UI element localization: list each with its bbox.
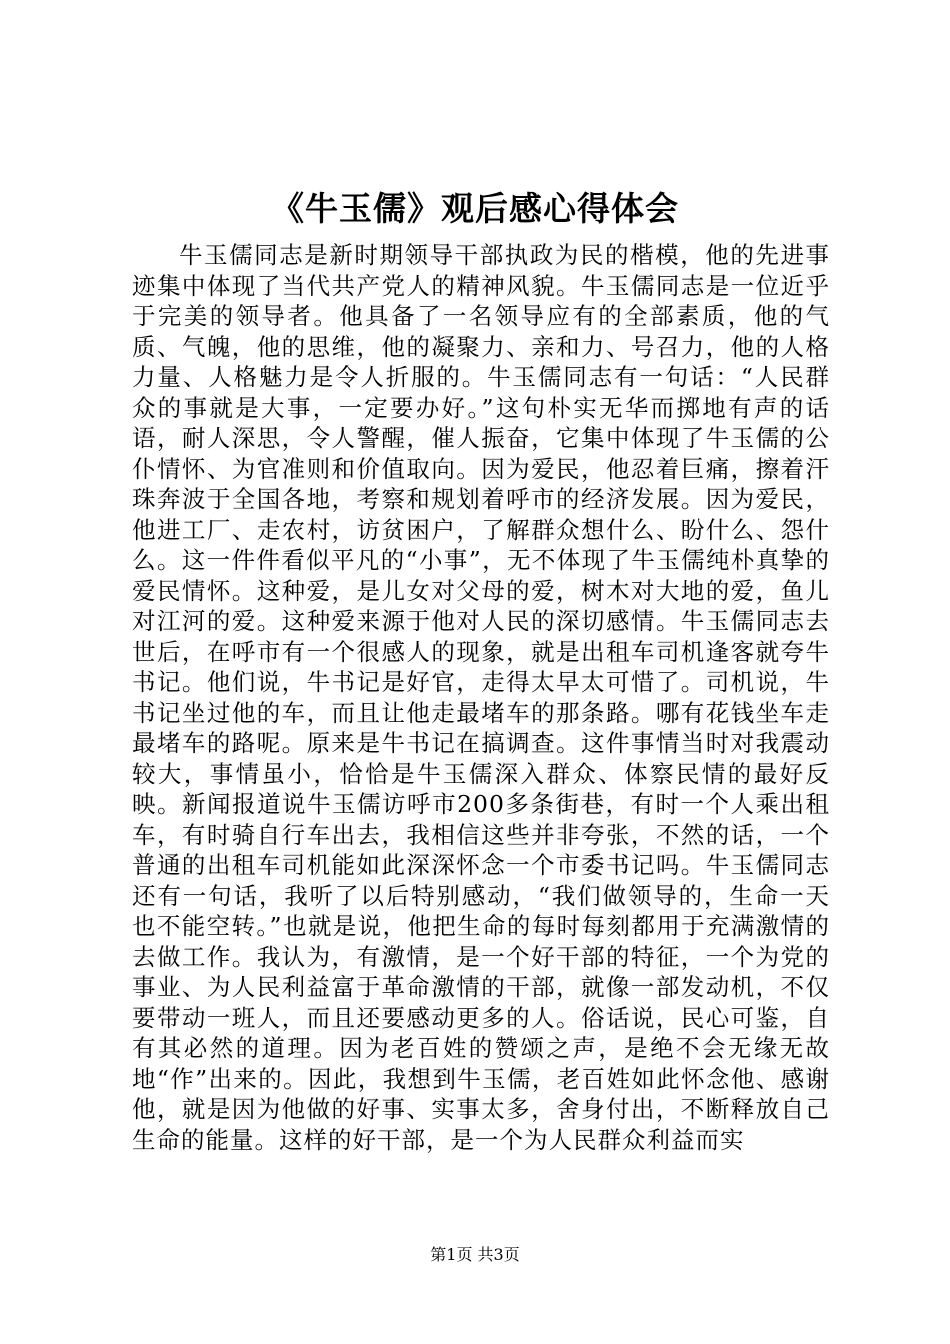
document-body-paragraph: 牛玉儒同志是新时期领导干部执政为民的楷模，他的先进事迹集中体现了当代共产党人的精神风貌。牛玉儒同志是一位近乎于完美的领导者。他具备了一名领导应有的全部素质，他的气质、气魄，他的思维，他的凝聚力、亲和力、号召力，他的人格力量、人格魅力是令人折服的。牛玉儒同志有一句话：“人民群众的事就是大事，一定要办好。”这句朴实无华而掷地有声的话语，耐人深思，令人警醒，催人振奋，它集中体现了牛玉儒的公仆情怀、为官准则和价值取向。因为爱民，他忍着巨痛，擦着汗珠奔波于全国各地，考察和规划着呼市的经济发展。因为爱民，他进工厂、走农村，访贫困户，了解群众想什么、盼什么、怨什么。这一件件看似平凡的“小事”，无不体现了牛玉儒纯朴真挚的爱民情怀。这种爱，是儿女对父母的爱，树木对大地的爱，鱼儿对江河的爱。这种爱来源于他对人民的深切感情。牛玉儒同志去世后，在呼市有一个很感人的现象，就是出租车司机逢客就夸牛书记。他们说，牛书记是好官，走得太早太可惜了。司机说，牛书记坐过他的车，而且让他走最堵车的那条路。哪有花钱坐车走最堵车的路呢。原来是牛书记在搞调查。这件事情当时对我震动较大，事情虽小，恰恰是牛玉儒深入群众、体察民情的最好反映。新闻报道说牛玉儒访呼市200多条街巷，有时一个人乘出租车，有时骑自行车出去，我相信这些并非夸张，不然的话，一个普通的出租车司机能如此深深怀念一个市委书记吗。牛玉儒同志还有一句话，我听了以后特别感动，“我们做领导的，生命一天也不能空转。”也就是说，他把生命的每时每刻都用于充满激情的去做工作。我认为，有激情，是一个好干部的特征，一个为党的事业、为人民利益富于革命激情的干部，就像一部发动机，不仅要带动一班人，而且还要感动更多的人。俗话说，民心可鉴，自有其必然的道理。因为老百姓的赞颂之声，是绝不会无缘无故地“作”出来的。因此，我想到牛玉儒，老百姓如此怀念他、感谢他，就是因为他做的好事、实事太多，舍身付出，不断释放自己生命的能量。这样的好干部，是一个为人民群众利益而实 bbox=[132, 241, 830, 1154]
page-footer: 第1页 共3页 bbox=[430, 1245, 520, 1264]
document-title: 《牛玉儒》观后感心得体会 bbox=[271, 189, 679, 228]
